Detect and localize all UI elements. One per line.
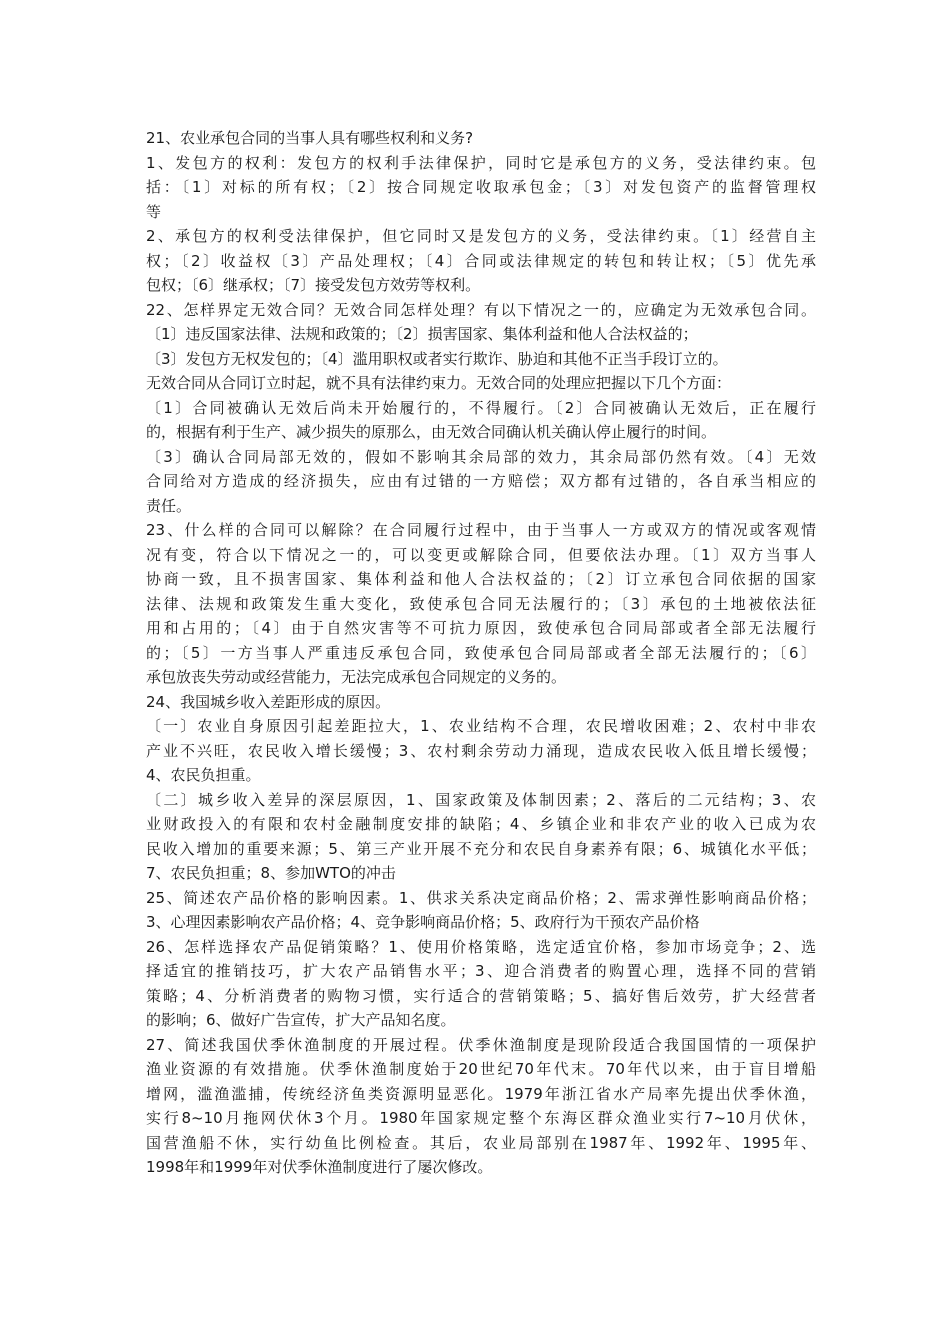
document-body	[146, 126, 816, 1180]
text-line: 26、怎样选择农产品促销策略？1、使用价格策略，选定适宜价格，参加市场竞争；2、选	[146, 937, 816, 956]
text-line: 括：〔1〕对标的所有权；〔2〕按合同规定收取承包金；〔3〕对发包资产的监督管理权	[146, 178, 816, 196]
text-line: 民收入增加的重要来源；5、第三产业开展不充分和农民自身素养有限；6、城镇化水平低；	[146, 839, 816, 858]
text-line: 23、什么样的合同可以解除？在合同履行过程中，由于当事人一方或双方的情况或客观情	[146, 521, 816, 539]
text-line: 用和占用的；〔4〕由于自然灾害等不可抗力原因，致使承包合同局部或者全部无法履行	[146, 619, 816, 637]
text-line: 24、我国城乡收入差距形成的原因。	[146, 692, 391, 711]
text-line: 权；〔2〕收益权〔3〕产品处理权；〔4〕合同或法律规定的转包和转让权；〔5〕优先承	[146, 251, 816, 270]
text-line: 承包放丧失劳动或经营能力，无法完成承包合同规定的义务的。	[146, 668, 567, 686]
text-line: 国营渔船不休，实行幼鱼比例检查。其后，农业局部别在1987年、1992年、1995年、	[146, 1133, 816, 1152]
text-line: 3、心理因素影响农产品价格；4、竞争影响商品价格；5、政府行为干预农产品价格	[146, 913, 700, 931]
text-line: 的影响；6、做好广告宣传，扩大产品知名度。	[146, 1011, 456, 1029]
text-line: 业财政投入的有限和农村金融制度安排的缺陷；4、乡镇企业和非农产业的收入已成为农	[146, 815, 816, 833]
text-line: 等	[146, 202, 162, 221]
text-line: 包权；〔6〕继承权；〔7〕接受发包方效劳等权利。	[146, 276, 481, 294]
text-line: 1、发包方的权利：发包方的权利手法律保护，同时它是承包方的义务，受法律约束。包	[146, 153, 816, 172]
text-line: 责任。	[146, 496, 192, 515]
text-line: 〔3〕确认合同局部无效的，假如不影响其余局部的效力，其余局部仍然有效。〔4〕无效	[146, 447, 816, 466]
text-line: 增网，滥渔滥捕，传统经济鱼类资源明显恶化。1979年浙江省水产局率先提出伏季休渔，	[146, 1084, 816, 1103]
text-line: 25、简述农产品价格的影响因素。1、供求关系决定商品价格；2、需求弹性影响商品价格；	[146, 888, 816, 907]
text-line: 实行8~10月拖网伏休3个月。1980年国家规定整个东海区群众渔业实行7~10月伏休，	[146, 1109, 816, 1127]
text-line: 〔3〕发包方无权发包的；〔4〕滥用职权或者实行欺诈、胁迫和其他不正当手段订立的。	[146, 349, 728, 368]
text-line: 22、怎样界定无效合同？无效合同怎样处理？有以下情况之一的，应确定为无效承包合同。	[146, 300, 816, 319]
text-line: 策略；4、分析消费者的购物习惯，实行适合的营销策略；5、搞好售后效劳，扩大经营者	[146, 986, 816, 1005]
text-line: 协商一致，且不损害国家、集体利益和他人合法权益的；〔2〕订立承包合同依据的国家	[146, 570, 816, 588]
text-line: 合同给对方造成的经济损失，应由有过错的一方赔偿；双方都有过错的，各自承当相应的	[146, 472, 816, 490]
text-line: 〔1〕合同被确认无效后尚未开始履行的，不得履行。〔2〕合同被确认无效后，正在履行	[146, 398, 816, 417]
text-line: 1998年和1999年对伏季休渔制度进行了屡次修改。	[146, 1158, 493, 1176]
text-line: 7、农民负担重；8、参加WTO的冲击	[146, 864, 396, 882]
text-line: 〔1〕违反国家法律、法规和政策的；〔2〕损害国家、集体利益和他人合法权益的；	[146, 325, 698, 343]
text-line: 4、农民负担重。	[146, 766, 261, 784]
text-line: 况有变，符合以下情况之一的，可以变更或解除合同，但要依法办理。〔1〕双方当事人	[146, 545, 816, 564]
text-line: 27、简述我国伏季休渔制度的开展过程。伏季休渔制度是现阶段适合我国国情的一项保护	[146, 1035, 816, 1054]
text-line: 的，根据有利于生产、减少损失的原那么，由无效合同确认机关确认停止履行的时间。	[146, 423, 717, 441]
text-line: 择适宜的推销技巧，扩大农产品销售水平；3、迎合消费者的购置心理，选择不同的营销	[146, 962, 816, 980]
text-line: 产业不兴旺，农民收入增长缓慢；3、农村剩余劳动力涌现，造成农民收入低且增长缓慢；	[146, 741, 816, 760]
text-line: 〔二〕城乡收入差异的深层原因，1、国家政策及体制因素；2、落后的二元结构；3、农	[146, 790, 816, 809]
text-line: 〔一〕农业自身原因引起差距拉大，1、农业结构不合理，农民增收困难；2、农村中非农	[146, 717, 816, 735]
text-line: 渔业资源的有效措施。伏季休渔制度始于20世纪70年代末。70年代以来，由于盲目增船	[146, 1060, 816, 1078]
text-line: 2、承包方的权利受法律保护，但它同时又是发包方的义务，受法律约束。〔1〕经营自主	[146, 227, 816, 245]
text-line: 法律、法规和政策发生重大变化，致使承包合同无法履行的；〔3〕承包的土地被依法征	[146, 594, 816, 613]
text-line: 的；〔5〕一方当事人严重违反承包合同，致使承包合同局部或者全部无法履行的；〔6〕	[146, 643, 816, 662]
text-line: 无效合同从合同订立时起，就不具有法律约束力。无效合同的处理应把握以下几个方面：	[146, 374, 732, 392]
text-line: 21、农业承包合同的当事人具有哪些权利和义务?	[146, 129, 474, 147]
